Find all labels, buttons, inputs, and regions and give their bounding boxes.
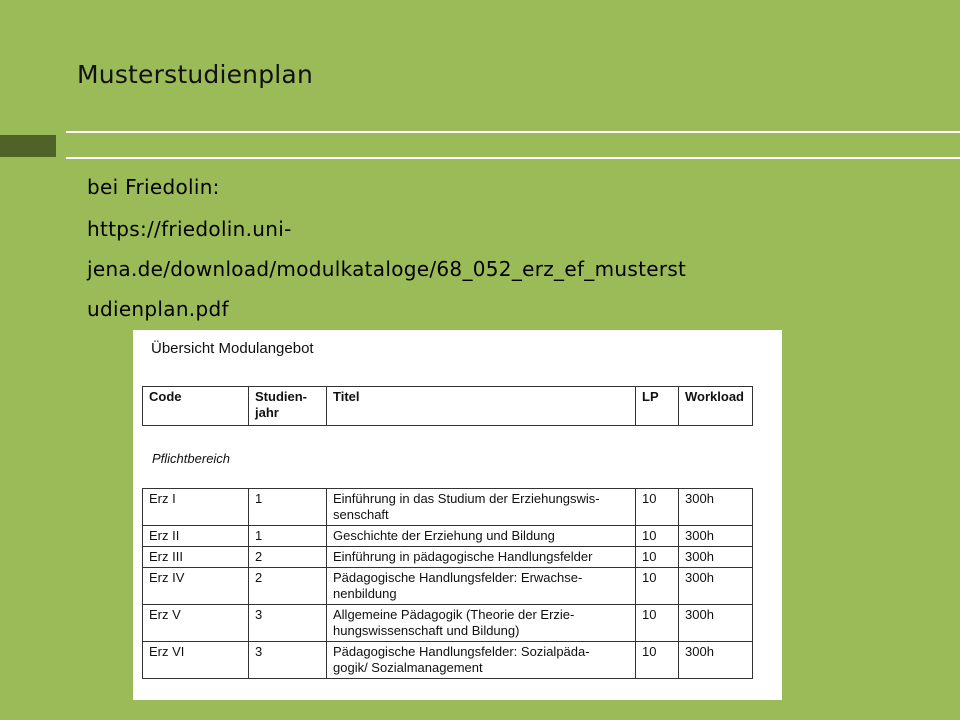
cell-titel: Pädagogische Handlungsfelder: Sozialpäda- gogik/ Sozialmanagement	[327, 642, 636, 679]
table-row	[143, 526, 753, 547]
module-table	[142, 488, 753, 679]
slide-title: Musterstudienplan	[77, 60, 313, 89]
cell-jahr: 2	[249, 547, 327, 568]
col-header-lp: LP	[636, 387, 679, 426]
section-label: Pflichtbereich	[152, 451, 231, 466]
title-rule-line-bottom	[66, 157, 960, 159]
col-header-jahr: Studien- jahr	[249, 387, 327, 426]
cell-lp: 10	[636, 605, 679, 642]
col-header-code: Code	[143, 387, 249, 426]
cell-jahr: 3	[249, 605, 327, 642]
url-link[interactable]	[87, 209, 907, 329]
cell-jahr: 1	[249, 489, 327, 526]
cell-code: Erz II	[143, 526, 249, 547]
cell-code: Erz V	[143, 605, 249, 642]
url-line-1: https://friedolin.uni-	[87, 217, 292, 241]
cell-lp: 10	[636, 547, 679, 568]
cell-workload: 300h	[679, 568, 753, 605]
table-row	[143, 642, 753, 679]
module-overview-image	[133, 330, 782, 700]
cell-lp: 10	[636, 489, 679, 526]
cell-lp: 10	[636, 526, 679, 547]
cell-workload: 300h	[679, 642, 753, 679]
cell-jahr: 2	[249, 568, 327, 605]
cell-titel: Geschichte der Erziehung und Bildung	[327, 526, 636, 547]
col-header-workload: Workload	[679, 387, 753, 426]
url-line-2: jena.de/download/modulkataloge/68_052_erz_ef_musterst	[87, 257, 687, 281]
header-row	[143, 387, 753, 426]
url-line-3: udienplan.pdf	[87, 297, 229, 321]
cell-workload: 300h	[679, 526, 753, 547]
title-rule-line-top	[66, 131, 960, 133]
body-intro: bei Friedolin:	[87, 175, 220, 199]
cell-jahr: 3	[249, 642, 327, 679]
col-header-titel: Titel	[327, 387, 636, 426]
cell-titel: Allgemeine Pädagogik (Theorie der Erzie- hungswissenschaft und Bildung)	[327, 605, 636, 642]
cell-code: Erz III	[143, 547, 249, 568]
table-row	[143, 605, 753, 642]
cell-workload: 300h	[679, 547, 753, 568]
cell-workload: 300h	[679, 489, 753, 526]
cell-titel: Pädagogische Handlungsfelder: Erwachse- nenbildung	[327, 568, 636, 605]
cell-lp: 10	[636, 568, 679, 605]
cell-code: Erz VI	[143, 642, 249, 679]
cell-lp: 10	[636, 642, 679, 679]
header-table	[142, 386, 753, 426]
table-row	[143, 568, 753, 605]
table-row	[143, 489, 753, 526]
title-rule-accent	[0, 135, 56, 157]
cell-titel: Einführung in das Studium der Erziehungswis- senschaft	[327, 489, 636, 526]
table-row	[143, 547, 753, 568]
cell-code: Erz IV	[143, 568, 249, 605]
slide-body	[87, 167, 907, 329]
cell-code: Erz I	[143, 489, 249, 526]
doc-heading: Übersicht Modulangebot	[151, 340, 314, 357]
cell-jahr: 1	[249, 526, 327, 547]
cell-titel: Einführung in pädagogische Handlungsfelder	[327, 547, 636, 568]
cell-workload: 300h	[679, 605, 753, 642]
